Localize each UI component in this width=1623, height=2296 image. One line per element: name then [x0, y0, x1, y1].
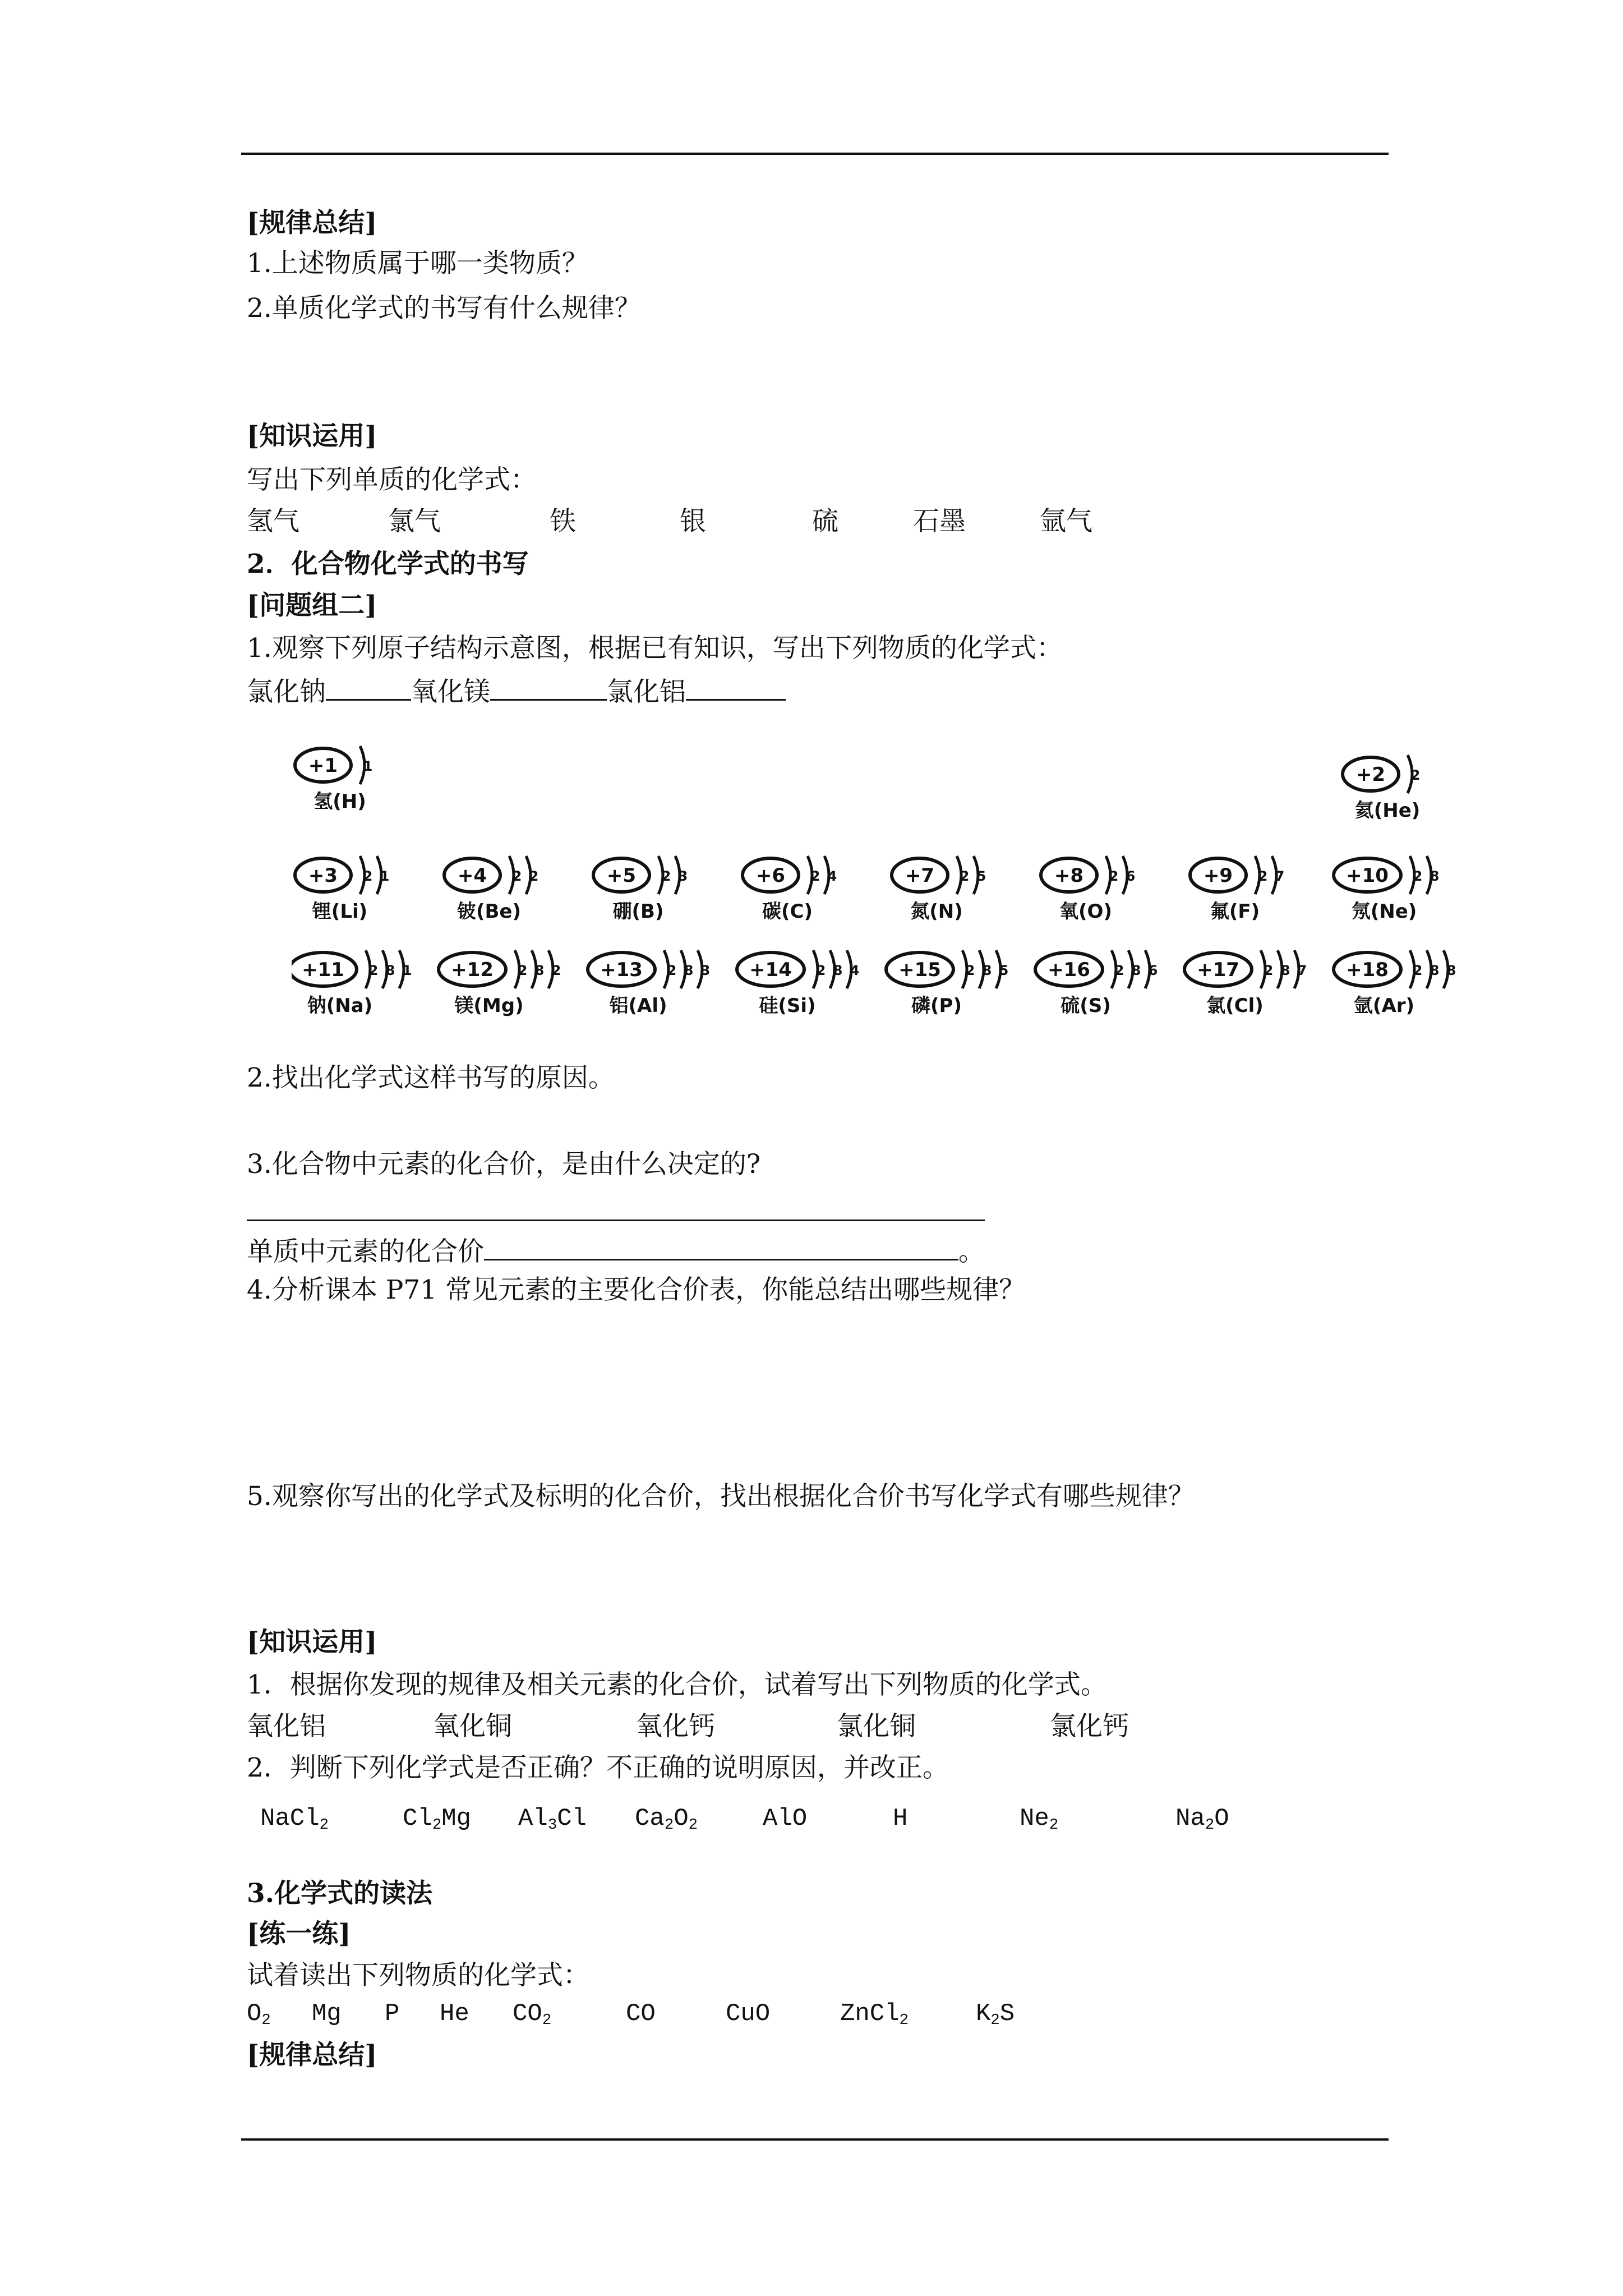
- fill-in-line-valence: [247, 1234, 985, 1269]
- nucleus-charge: +4: [457, 864, 487, 887]
- question-1-observe: 1.观察下列原子结构示意图，根据已有知识，写出下列物质的化学式：: [247, 633, 1063, 664]
- atom-diagram: [1190, 856, 1284, 923]
- formula-item: $Al_3Cl$: [518, 1805, 587, 1834]
- part-2-title: 2．化合物化学式的书写: [247, 549, 529, 579]
- answer-blank[interactable]: [326, 674, 411, 701]
- atom-diagram: [892, 856, 986, 923]
- electron-count: 2: [1410, 767, 1421, 783]
- electron-count: 4: [827, 868, 837, 884]
- nucleus-charge: +1: [308, 754, 338, 777]
- electron-count: 8: [684, 963, 694, 978]
- formula-item: $Ca_2O_2$: [635, 1805, 698, 1834]
- electron-count: 4: [850, 963, 860, 978]
- nucleus-charge: +10: [1346, 864, 1389, 887]
- practice-heading: [练一练]: [247, 1918, 351, 1949]
- electron-count: 5: [976, 868, 986, 884]
- atom-diagram: [886, 950, 1008, 1017]
- compound-item: 氧化钙: [636, 1711, 715, 1742]
- element-item: 银: [680, 506, 706, 537]
- electron-count: 2: [667, 963, 677, 978]
- electron-count: 2: [816, 963, 826, 978]
- element-label: 铍(Be): [457, 900, 522, 923]
- electron-count: 8: [1131, 963, 1141, 978]
- fill-label: 氯化铝: [607, 677, 686, 707]
- electron-count: 6: [1148, 963, 1158, 978]
- electron-count: 2: [518, 963, 528, 978]
- question-1: 1.上述物质属于哪一类物质？: [247, 248, 588, 279]
- formula-item: $Na_2O$: [1175, 1805, 1229, 1834]
- answer-blank[interactable]: [490, 674, 607, 701]
- fill-label: 氯化钠: [247, 677, 326, 707]
- electron-count: 2: [661, 868, 671, 884]
- formula-item: CO: [626, 2000, 656, 2028]
- question-4-analysis: 4.分析课本 P71 常见元素的主要化合价表，你能总结出哪些规律？: [247, 1274, 1026, 1305]
- electron-count: 2: [965, 963, 975, 978]
- electron-count: 2: [1264, 963, 1274, 978]
- nucleus-charge: +14: [749, 959, 792, 981]
- electron-count: 1: [402, 963, 412, 978]
- electron-count: 2: [1413, 963, 1423, 978]
- electron-count: 5: [999, 963, 1009, 978]
- atom-diagram: [1334, 856, 1439, 923]
- electron-count: 3: [678, 868, 688, 884]
- atom-diagram: [1041, 856, 1135, 923]
- reading-instruction: 试着读出下列物质的化学式：: [247, 1960, 589, 1991]
- nucleus-charge: +18: [1346, 959, 1389, 981]
- section-heading-application-2: [知识运用]: [247, 1627, 377, 1658]
- electron-count: 6: [1126, 868, 1136, 884]
- element-label: 硼(B): [612, 900, 664, 923]
- atom-diagram: [439, 950, 561, 1017]
- formula-item: H: [893, 1805, 908, 1833]
- nucleus-charge: +11: [302, 959, 344, 981]
- electron-count: 2: [368, 963, 379, 978]
- atom-diagram: [295, 746, 372, 813]
- electron-count: 2: [1114, 963, 1124, 978]
- atom-diagram: [737, 950, 859, 1017]
- electron-count: 3: [700, 963, 711, 978]
- rule-summary-heading: [规律总结]: [247, 2040, 377, 2070]
- electron-count: 8: [1446, 963, 1456, 978]
- element-item: 氢气: [247, 506, 299, 537]
- part-3-title: 3.化学式的读法: [247, 1878, 433, 1909]
- compound-item: 氧化铝: [247, 1711, 326, 1742]
- atom-diagram: [1334, 950, 1456, 1017]
- answer-blank[interactable]: [686, 674, 786, 701]
- formula-item: CuO: [726, 2000, 771, 2028]
- electron-count: 7: [1275, 868, 1285, 884]
- electron-count: 8: [1430, 868, 1440, 884]
- element-label: 氦(He): [1354, 799, 1421, 822]
- electron-count: 2: [1109, 868, 1119, 884]
- question-2-reason: 2.找出化学式这样书写的原因。: [247, 1062, 615, 1093]
- element-label: 锂(Li): [312, 900, 368, 923]
- electron-count: 1: [363, 758, 373, 774]
- electron-count: 2: [960, 868, 970, 884]
- fill-label: 单质中元素的化合价: [247, 1236, 484, 1267]
- formula-item: ZnCl$_2$: [840, 2000, 909, 2029]
- element-label: 镁(Mg): [454, 995, 524, 1017]
- electron-count: 1: [380, 868, 390, 884]
- nucleus-charge: +9: [1203, 864, 1233, 887]
- element-label: 硅(Si): [759, 995, 816, 1017]
- compound-item: 氯化钙: [1050, 1711, 1129, 1742]
- element-label: 磷(P): [911, 995, 962, 1017]
- electron-count: 7: [1297, 963, 1307, 978]
- electron-count: 8: [982, 963, 992, 978]
- electron-count: 2: [1413, 868, 1423, 884]
- element-item: 氯气: [388, 506, 441, 537]
- formula-item: AlO: [763, 1805, 808, 1833]
- element-label: 氖(Ne): [1351, 900, 1417, 923]
- fill-label: 氧化镁: [411, 677, 490, 707]
- formula-item: P: [385, 2000, 400, 2028]
- fill-in-line: [247, 674, 786, 709]
- section-heading-rule-summary: [规律总结]: [247, 208, 377, 238]
- atom-diagram: [588, 950, 710, 1017]
- element-label: 氩(Ar): [1353, 995, 1415, 1017]
- formula-item: $K_2S$: [976, 2000, 1015, 2029]
- nucleus-charge: +12: [451, 959, 494, 981]
- atom-diagram: [593, 856, 688, 923]
- formula-item: $CO_2$: [513, 2000, 552, 2029]
- nucleus-charge: +16: [1048, 959, 1090, 981]
- atom-diagram: [1184, 950, 1307, 1017]
- element-item: 硫: [812, 506, 838, 537]
- electron-count: 2: [512, 868, 522, 884]
- section-heading-application: [知识运用]: [247, 421, 377, 452]
- nucleus-charge: +17: [1197, 959, 1239, 981]
- element-label: 氟(F): [1210, 900, 1260, 923]
- question-group-heading: [问题组二]: [247, 590, 377, 621]
- application-question-2: 2．判断下列化学式是否正确？不正确的说明原因，并改正。: [247, 1752, 949, 1783]
- electron-count: 8: [534, 963, 545, 978]
- atom-diagram: [1035, 950, 1158, 1017]
- element-item: 氩气: [1040, 506, 1092, 537]
- atom-diagram: [743, 856, 837, 923]
- question-3-valence: 3.化合物中元素的化合价，是由什么决定的?: [247, 1149, 761, 1180]
- element-label: 氯(Cl): [1206, 995, 1264, 1017]
- formula-item: NaCl$_2$: [260, 1805, 329, 1834]
- element-label: 钠(Na): [307, 995, 373, 1017]
- formula-item: $Cl_2Mg$: [403, 1805, 471, 1834]
- atom-diagram: [292, 950, 412, 1017]
- element-label: 硫(S): [1061, 995, 1111, 1017]
- atomic-structure-diagram: [292, 740, 1486, 1032]
- electron-count: 8: [833, 963, 843, 978]
- formula-item: $O_2$: [247, 2000, 271, 2029]
- electron-count: 2: [1258, 868, 1268, 884]
- nucleus-charge: +6: [755, 864, 786, 887]
- question-5-rules: 5.观察你写出的化学式及标明的化合价，找出根据化合价书写化学式有哪些规律？: [247, 1481, 1195, 1512]
- electron-count: 8: [1430, 963, 1440, 978]
- compound-item: 氯化铜: [837, 1711, 916, 1742]
- footer-rule: [241, 2138, 1389, 2141]
- element-label: 氮(N): [910, 900, 963, 923]
- element-label: 氧(O): [1059, 900, 1112, 923]
- nucleus-charge: +2: [1355, 763, 1386, 786]
- header-rule: [241, 153, 1389, 155]
- atom-diagram: [444, 856, 538, 923]
- formula-item: He: [440, 2000, 469, 2028]
- nucleus-charge: +13: [600, 959, 643, 981]
- application-question-1: 1．根据你发现的规律及相关元素的化合价，试着写出下列物质的化学式。: [247, 1669, 1107, 1700]
- electron-count: 2: [810, 868, 820, 884]
- electron-count: 2: [551, 963, 561, 978]
- nucleus-charge: +5: [606, 864, 637, 887]
- compound-item: 氧化铜: [433, 1711, 512, 1742]
- answer-line[interactable]: [247, 1220, 985, 1221]
- nucleus-charge: +3: [308, 864, 338, 887]
- nucleus-charge: +15: [898, 959, 941, 981]
- question-2: 2.单质化学式的书写有什么规律？: [247, 293, 641, 324]
- answer-blank[interactable]: [484, 1234, 958, 1260]
- electron-count: 8: [385, 963, 395, 978]
- electron-count: 2: [529, 868, 539, 884]
- nucleus-charge: +8: [1054, 864, 1084, 887]
- nucleus-charge: +7: [905, 864, 935, 887]
- atom-diagram: [1343, 755, 1420, 822]
- element-item: 石墨: [913, 506, 966, 537]
- element-item: 铁: [550, 506, 576, 537]
- formula-item: Mg: [312, 2000, 342, 2028]
- element-label: 氢(H): [313, 790, 366, 813]
- element-label: 铝(Al): [609, 995, 667, 1017]
- fill-end: 。: [958, 1236, 985, 1267]
- atom-diagram: [295, 856, 389, 923]
- formula-item: $Ne_2$: [1020, 1805, 1059, 1834]
- electron-count: 8: [1280, 963, 1290, 978]
- electron-count: 2: [363, 868, 373, 884]
- element-label: 碳(C): [762, 900, 813, 923]
- instruction-text: 写出下列单质的化学式：: [247, 464, 537, 495]
